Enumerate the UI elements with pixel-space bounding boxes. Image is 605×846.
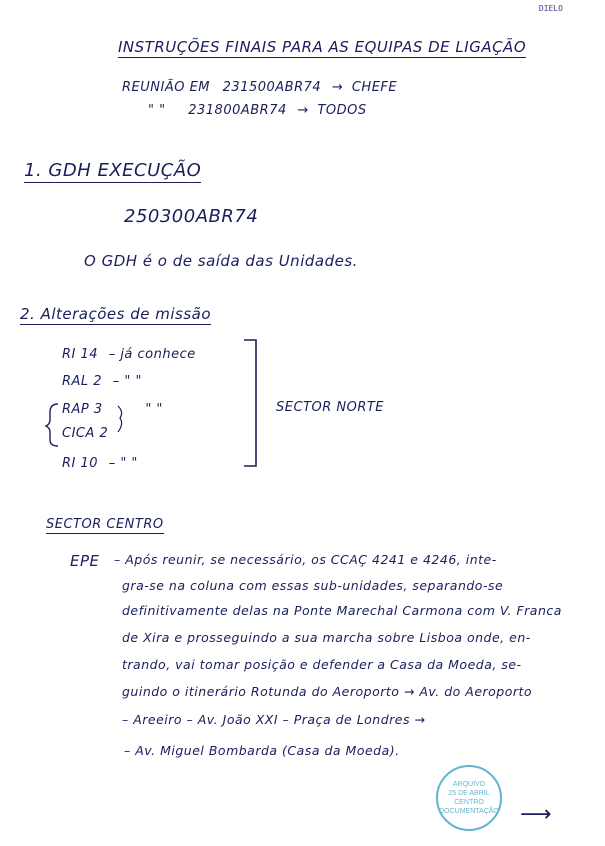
meeting-prefix: REUNIÃO EM bbox=[122, 80, 211, 95]
continue-arrow-icon: ⟶ bbox=[520, 802, 553, 827]
unit-name: RAP 3 bbox=[62, 402, 103, 417]
body-line: – Areeiro – Av. João XXI – Praça de Londres → bbox=[122, 712, 426, 727]
unit-status: – já conhece bbox=[108, 347, 196, 362]
unit-name: RI 14 bbox=[62, 347, 99, 362]
unit-status: " " bbox=[145, 402, 163, 417]
meeting-prefix: " " bbox=[148, 103, 166, 118]
archive-stamp bbox=[436, 765, 502, 831]
body-line: de Xira e prosseguindo a sua marcha sobre Lisboa onde, en- bbox=[122, 630, 531, 645]
section2-heading-text: 2. Alterações de missão bbox=[20, 305, 212, 323]
body-line: – Av. Miguel Bombarda (Casa da Moeda). bbox=[124, 743, 400, 758]
sector-norte-label: SECTOR NORTE bbox=[276, 400, 385, 415]
body-line: definitivamente delas na Ponte Marechal Carmona com V. Franca bbox=[122, 603, 562, 618]
unit-name: RAL 2 bbox=[62, 374, 103, 389]
sector-centro-heading-text: SECTOR CENTRO bbox=[46, 517, 164, 532]
archive-code: DIELO bbox=[538, 4, 563, 13]
section1-dtg: 250300ABR74 bbox=[124, 206, 259, 227]
arrow-icon: → bbox=[331, 80, 344, 95]
unit-name: RI 10 bbox=[62, 456, 99, 471]
page-title: INSTRUÇÕES FINAIS PARA AS EQUIPAS DE LIGAÇÃO bbox=[118, 38, 527, 56]
stamp-line: CENTRO bbox=[454, 799, 484, 806]
meeting-who: TODOS bbox=[317, 103, 367, 118]
unit-status: – " " bbox=[112, 374, 142, 389]
section1-heading-text: 1. GDH EXECUÇÃO bbox=[24, 160, 202, 181]
arrow-icon: → bbox=[297, 103, 309, 118]
unit-status: – " " bbox=[108, 456, 138, 471]
stamp-line: 25 DE ABRIL bbox=[448, 790, 490, 797]
body-line: gra-se na coluna com essas sub-unidades, separando-se bbox=[122, 578, 504, 593]
unit-name: CICA 2 bbox=[62, 426, 109, 441]
meeting-dtg: 231800ABR74 bbox=[188, 103, 287, 118]
meeting-who: CHEFE bbox=[351, 80, 398, 95]
stamp-line: ARQUIVO bbox=[452, 781, 486, 788]
epe-unit-label: EPE bbox=[70, 552, 100, 570]
meeting-dtg: 231500ABR74 bbox=[222, 80, 322, 95]
stamp-line: DOCUMENTAÇÃO bbox=[439, 808, 499, 815]
body-line: – Após reunir, se necessário, os CCAÇ 4241 e 4246, inte- bbox=[114, 552, 497, 567]
section1-note: O GDH é o de saída das Unidades. bbox=[84, 252, 358, 270]
body-line: guindo o itinerário Rotunda do Aeroporto → Av. do Aeroporto bbox=[122, 684, 533, 699]
body-line: trando, vai tomar posição e defender a Casa da Moeda, se- bbox=[122, 657, 522, 672]
